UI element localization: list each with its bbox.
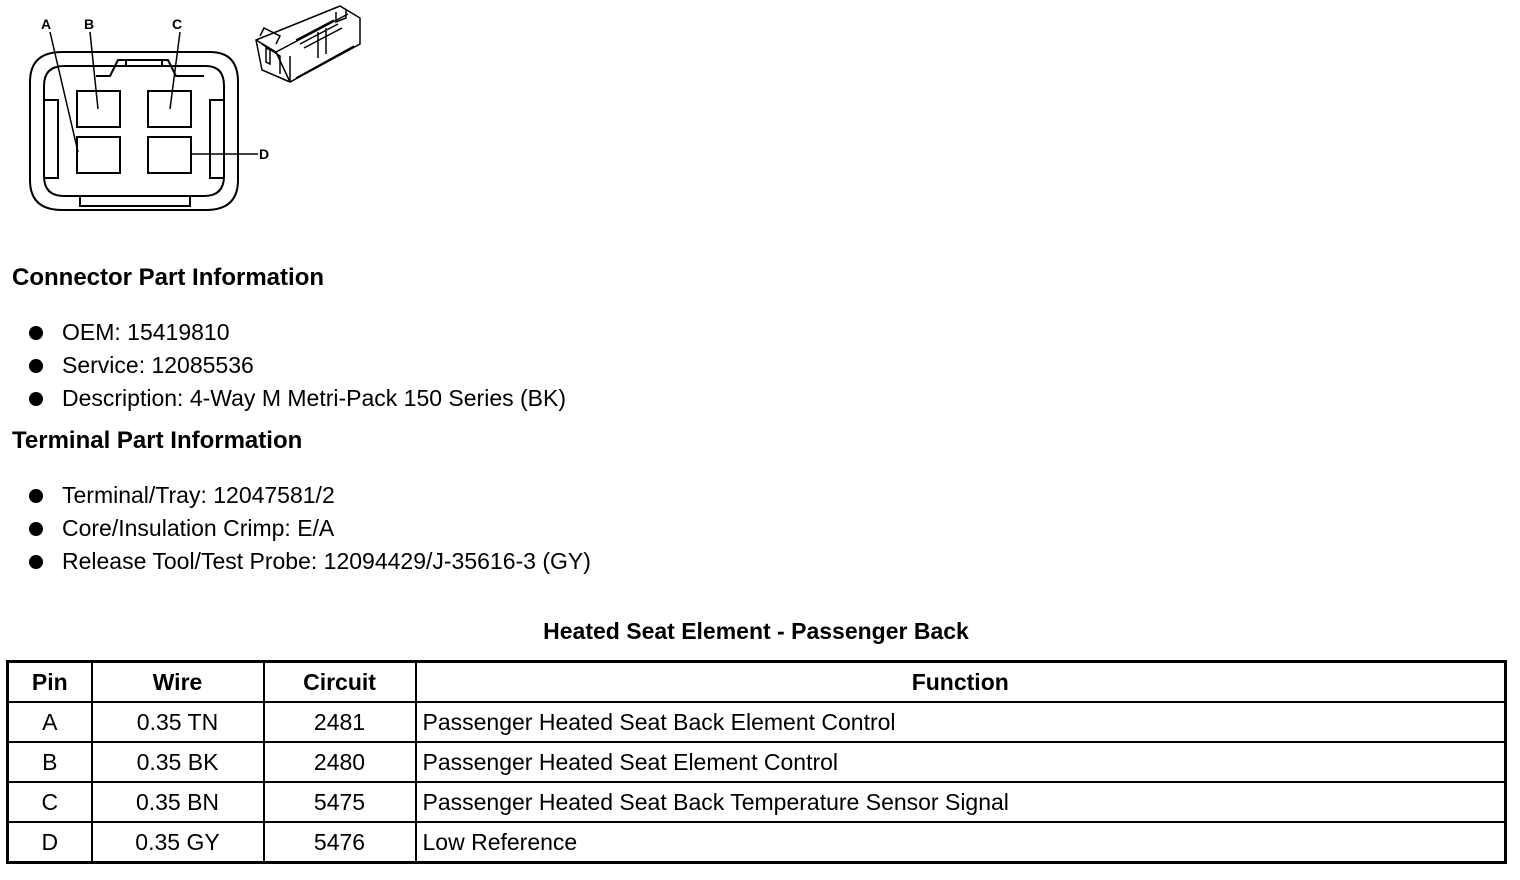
pin-cell: D (8, 822, 92, 863)
function-cell: Low Reference (416, 822, 1506, 863)
column-header-function: Function (416, 662, 1506, 703)
pin-label-d: D (259, 146, 270, 162)
connector-face-diagram (0, 0, 380, 225)
table-header-row (8, 662, 1506, 703)
wire-cell: 0.35 BN (92, 782, 264, 822)
pin-label-b: B (84, 16, 95, 32)
circuit-cell: 5476 (264, 822, 416, 863)
bullet-icon (29, 359, 43, 373)
pin-cell: A (8, 702, 92, 742)
pin-label-a: A (41, 16, 52, 32)
terminal-tray-text: Terminal/Tray: 12047581/2 (62, 482, 335, 508)
wire-cell: 0.35 GY (92, 822, 264, 863)
connector-description-text: Description: 4-Way M Metri-Pack 150 Series (BK) (62, 385, 567, 411)
column-header-circuit: Circuit (264, 662, 416, 703)
bullet-icon (29, 326, 43, 340)
circuit-cell: 5475 (264, 782, 416, 822)
pinout-table-title: Heated Seat Element - Passenger Back (543, 618, 969, 644)
pin-cell: C (8, 782, 92, 822)
connector-service-text: Service: 12085536 (62, 352, 254, 378)
table-row (8, 822, 1506, 863)
terminal-release-tool-text: Release Tool/Test Probe: 12094429/J-35616-3 (GY) (62, 548, 591, 574)
wire-cell: 0.35 BK (92, 742, 264, 782)
circuit-cell: 2480 (264, 742, 416, 782)
terminal-crimp-text: Core/Insulation Crimp: E/A (62, 515, 335, 541)
column-header-pin: Pin (8, 662, 92, 703)
pin-label-c: C (172, 16, 183, 32)
function-cell: Passenger Heated Seat Back Temperature Sensor Signal (416, 782, 1506, 822)
bullet-icon (29, 555, 43, 569)
terminal-info-heading: Terminal Part Information (12, 427, 303, 454)
column-header-wire: Wire (92, 662, 264, 703)
pinout-table (6, 660, 1507, 864)
bullet-icon (29, 489, 43, 503)
table-row (8, 702, 1506, 742)
connector-oem-text: OEM: 15419810 (62, 319, 230, 345)
circuit-cell: 2481 (264, 702, 416, 742)
pin-cell: B (8, 742, 92, 782)
connector-info-heading: Connector Part Information (12, 264, 325, 291)
wire-cell: 0.35 TN (92, 702, 264, 742)
table-row (8, 742, 1506, 782)
table-row (8, 782, 1506, 822)
bullet-icon (29, 392, 43, 406)
function-cell: Passenger Heated Seat Back Element Control (416, 702, 1506, 742)
connector-isometric-icon (256, 6, 360, 82)
bullet-icon (29, 522, 43, 536)
function-cell: Passenger Heated Seat Element Control (416, 742, 1506, 782)
